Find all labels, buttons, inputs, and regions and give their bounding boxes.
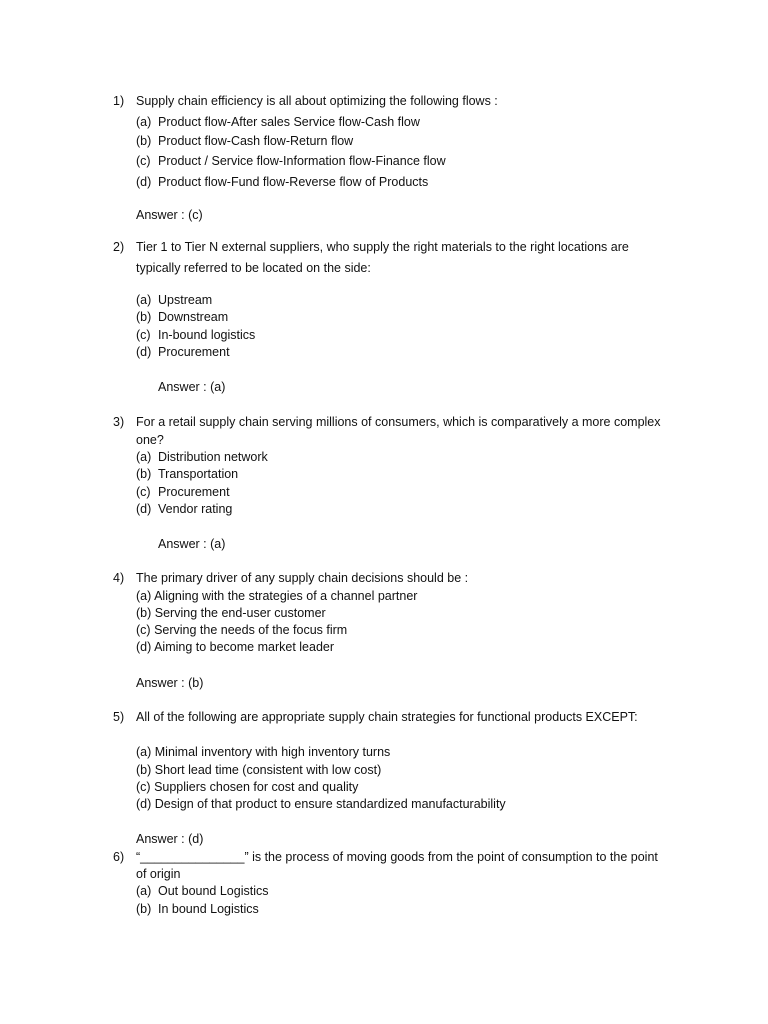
question-number: 6) xyxy=(113,850,125,864)
option: (c) In-bound logistics xyxy=(136,328,256,342)
option: (d) Design of that product to ensure standardized manufacturability xyxy=(136,797,506,811)
answer: Answer : (a) xyxy=(158,380,226,394)
question-text: of origin xyxy=(136,867,181,881)
option: (c) Serving the needs of the focus firm xyxy=(136,623,348,637)
option: (c) Product / Service flow-Information flow-Finance flow xyxy=(136,154,446,168)
option: (d) Procurement xyxy=(136,345,230,359)
question-text: The primary driver of any supply chain decisions should be : xyxy=(136,571,469,585)
option: (b) Transportation xyxy=(136,467,239,481)
question-text: All of the following are appropriate supply chain strategies for functional products EXCEPT: xyxy=(136,710,638,724)
option: (d) Vendor rating xyxy=(136,502,233,516)
option: (d) Aiming to become market leader xyxy=(136,640,335,654)
question-text: Supply chain efficiency is all about optimizing the following flows : xyxy=(136,94,498,108)
option: (b) Product flow-Cash flow-Return flow xyxy=(136,134,354,148)
option: (b) Downstream xyxy=(136,310,229,324)
option: (c) Suppliers chosen for cost and quality xyxy=(136,780,359,794)
answer: Answer : (b) xyxy=(136,676,204,690)
question-number: 5) xyxy=(113,710,125,724)
question-number: 4) xyxy=(113,571,125,585)
question-text: one? xyxy=(136,433,164,447)
option: (c) Procurement xyxy=(136,485,230,499)
option: (a) Aligning with the strategies of a channel partner xyxy=(136,589,418,603)
option: (b) In bound Logistics xyxy=(136,902,259,916)
question-text: For a retail supply chain serving millions of consumers, which is comparatively a more complex xyxy=(136,415,661,429)
option: (a) Distribution network xyxy=(136,450,268,464)
question-text: “_______________” is the process of moving goods from the point of consumption to the point xyxy=(136,850,658,864)
option: (a) Product flow-After sales Service flow-Cash flow xyxy=(136,115,420,129)
question-number: 2) xyxy=(113,240,125,254)
answer: Answer : (d) xyxy=(136,832,204,846)
answer: Answer : (c) xyxy=(136,208,203,222)
option: (a) Upstream xyxy=(136,293,213,307)
question-number: 3) xyxy=(113,415,125,429)
option: (b) Short lead time (consistent with low cost) xyxy=(136,763,382,777)
option: (a) Out bound Logistics xyxy=(136,884,269,898)
answer: Answer : (a) xyxy=(158,537,226,551)
option: (b) Serving the end-user customer xyxy=(136,606,326,620)
question-text: typically referred to be located on the side: xyxy=(136,261,371,275)
option: (a) Minimal inventory with high inventory turns xyxy=(136,745,391,759)
question-number: 1) xyxy=(113,94,125,108)
option: (d) Product flow-Fund flow-Reverse flow of Products xyxy=(136,175,429,189)
question-text: Tier 1 to Tier N external suppliers, who supply the right materials to the right locations are xyxy=(136,240,629,254)
